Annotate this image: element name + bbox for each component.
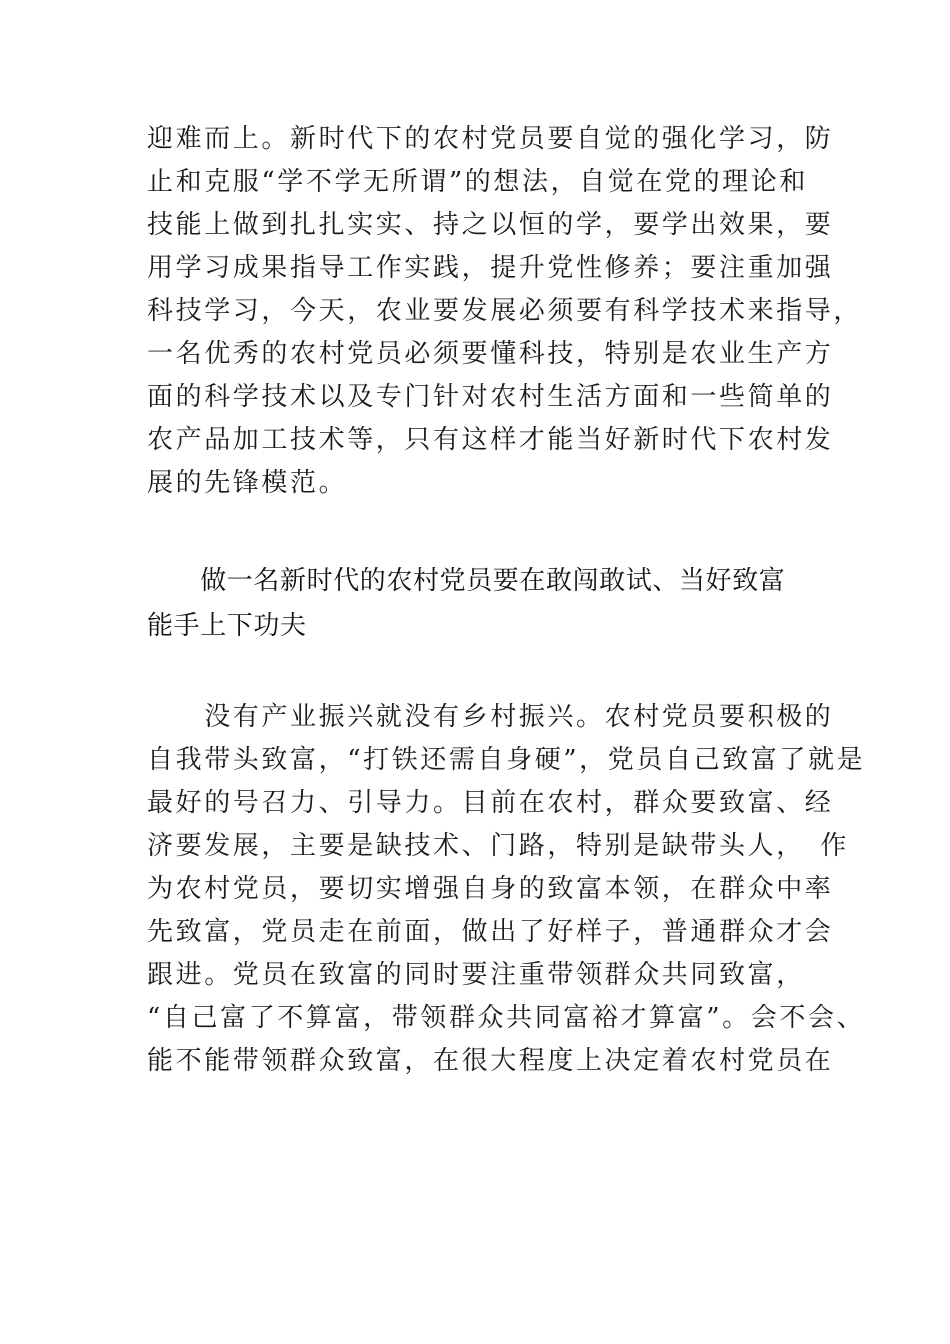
paragraph-1-line-6: 一名优秀的农村党员必须要懂科技，特别是农业生产方 (147, 339, 834, 369)
paragraph-2-line-4: 济要发展，主要是缺技术、门路，特别是缺带头人， 作 (147, 831, 850, 861)
paragraph-1-line-8: 农产品加工技术等，只有这样才能当好新时代下农村发 (147, 425, 834, 455)
paragraph-2-line-1: 没有产业振兴就没有乡村振兴。农村党员要积极的 (147, 702, 834, 732)
paragraph-1-line-9: 展的先锋模范。 (147, 468, 348, 498)
paragraph-1-line-7: 面的科学技术以及专门针对农村生活方面和一些简单的 (147, 382, 834, 412)
paragraph-2-line-9: 能不能带领群众致富，在很大程度上决定着农村党员在 (147, 1046, 834, 1076)
paragraph-1-line-4: 用学习成果指导工作实践，提升党性修养；要注重加强 (147, 253, 834, 283)
paragraph-1-line-1: 迎难而上。新时代下的农村党员要自觉的强化学习，防 (147, 124, 834, 154)
paragraph-2-line-5: 为农村党员，要切实增强自身的致富本领，在群众中率 (147, 874, 834, 904)
paragraph-1-line-5: 科技学习，今天，农业要发展必须要有科学技术来指导， (147, 296, 863, 326)
section-heading-line-2: 能手上下功夫 (147, 611, 307, 641)
section-heading-line-1: 做一名新时代的农村党员要在敢闯敢试、当好致富 (147, 566, 786, 596)
paragraph-2-line-2: 自我带头致富，“打铁还需自身硬”，党员自己致富了就是 (147, 745, 866, 775)
paragraph-2-line-8: “自己富了不算富，带领群众共同富裕才算富”。会不会、 (147, 1003, 866, 1033)
paragraph-2-line-6: 先致富，党员走在前面，做出了好样子，普通群众才会 (147, 917, 834, 947)
paragraph-2-line-3: 最好的号召力、引导力。目前在农村，群众要致富、经 (147, 788, 834, 818)
paragraph-1-line-3: 技能上做到扎扎实实、持之以恒的学，要学出效果，要 (147, 210, 834, 240)
paragraph-2-line-7: 跟进。党员在致富的同时要注重带领群众共同致富， (147, 960, 805, 990)
paragraph-1-line-2: 止和克服“学不学无所谓”的想法，自觉在党的理论和 (147, 167, 808, 197)
